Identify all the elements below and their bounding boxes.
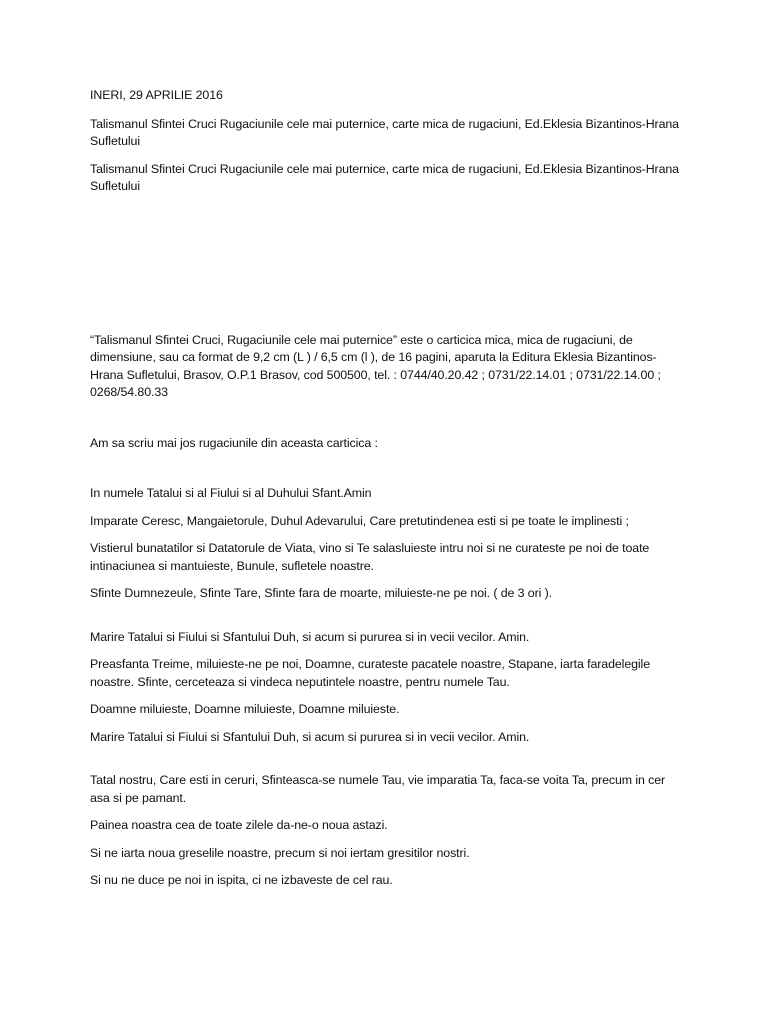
prayer-line: Preasfanta Treime, miluieste-ne pe noi, Doamne, curateste pacatele noastre, Stapane, iarta faradelegile noastre. Sfinte, cerceteaza si vindeca neputintele noastre, pentru numele Tau. <box>90 657 650 689</box>
prayer-line: Marire Tatalui si Fiului si Sfantului Duh, si acum si pururea si in vecii vecilor. Amin. <box>90 729 530 744</box>
prayer-line: Marire Tatalui si Fiului si Sfantului Duh, si acum si pururea si in vecii vecilor. Amin. <box>90 629 530 644</box>
date-line: INERI, 29 APRILIE 2016 <box>90 88 223 102</box>
description-paragraph: “Talismanul Sfintei Cruci, Rugaciunile cele mai puternice” este o carticica mica, mica de rugaciuni, de dimensiune, sau ca format de 9,2 cm (L ) / 6,5 cm (l ), de 16 pagini, aparuta la Editura Eklesia Bizantinos-Hrana Sufletului, Brasov, O.P.1 Brasov, cod 500500, tel. : 0744/40.20.42 ; 0731/22.14.01 ; 0731/22.14.00 ; 0268/54.80.33 <box>90 332 661 399</box>
document-page <box>90 87 680 900</box>
prayer-line: Sfinte Dumnezeule, Sfinte Tare, Sfinte fara de moarte, miluieste-ne pe noi. ( de 3 ori ). <box>90 586 552 600</box>
prayer-line: In numele Tatalui si al Fiului si al Duhului Sfant.Amin <box>90 486 372 500</box>
post-title: Talismanul Sfintei Cruci Rugaciunile cele mai puternice, carte mica de rugaciuni, Ed.Eklesia Bizantinos-Hrana Sufletului <box>90 116 679 148</box>
prayer-line: Doamne miluieste, Doamne miluieste, Doamne miluieste. <box>90 702 400 716</box>
prayer-line: Si nu ne duce pe noi in ispita, ci ne izbaveste de cel rau. <box>90 873 393 887</box>
prayer-line: Imparate Ceresc, Mangaietorule, Duhul Adevarului, Care pretutindenea esti si pe toate le implinesti ; <box>90 513 629 528</box>
prayer-line: Tatal nostru, Care esti in ceruri, Sfinteasca-se numele Tau, vie imparatia Ta, faca-se voita Ta, precum in cer asa si pe pamant. <box>90 773 666 805</box>
post-title-repeat: Talismanul Sfintei Cruci Rugaciunile cele mai puternice, carte mica de rugaciuni, Ed.Eklesia Bizantinos-Hrana Sufletului <box>90 161 679 193</box>
prayer-line: Painea noastra cea de toate zilele da-ne-o noua astazi. <box>90 818 388 832</box>
intro-paragraph: Am sa scriu mai jos rugaciunile din aceasta carticica : <box>90 435 378 450</box>
prayer-line: Vistierul bunatatilor si Datatorule de Viata, vino si Te salasluieste intru noi si ne curateste pe noi de toate intinaciunea si mantuieste, Bunule, sufletele noastre. <box>90 541 650 573</box>
prayer-line: Si ne iarta noua greselile noastre, precum si noi iertam gresitilor nostri. <box>90 845 470 860</box>
